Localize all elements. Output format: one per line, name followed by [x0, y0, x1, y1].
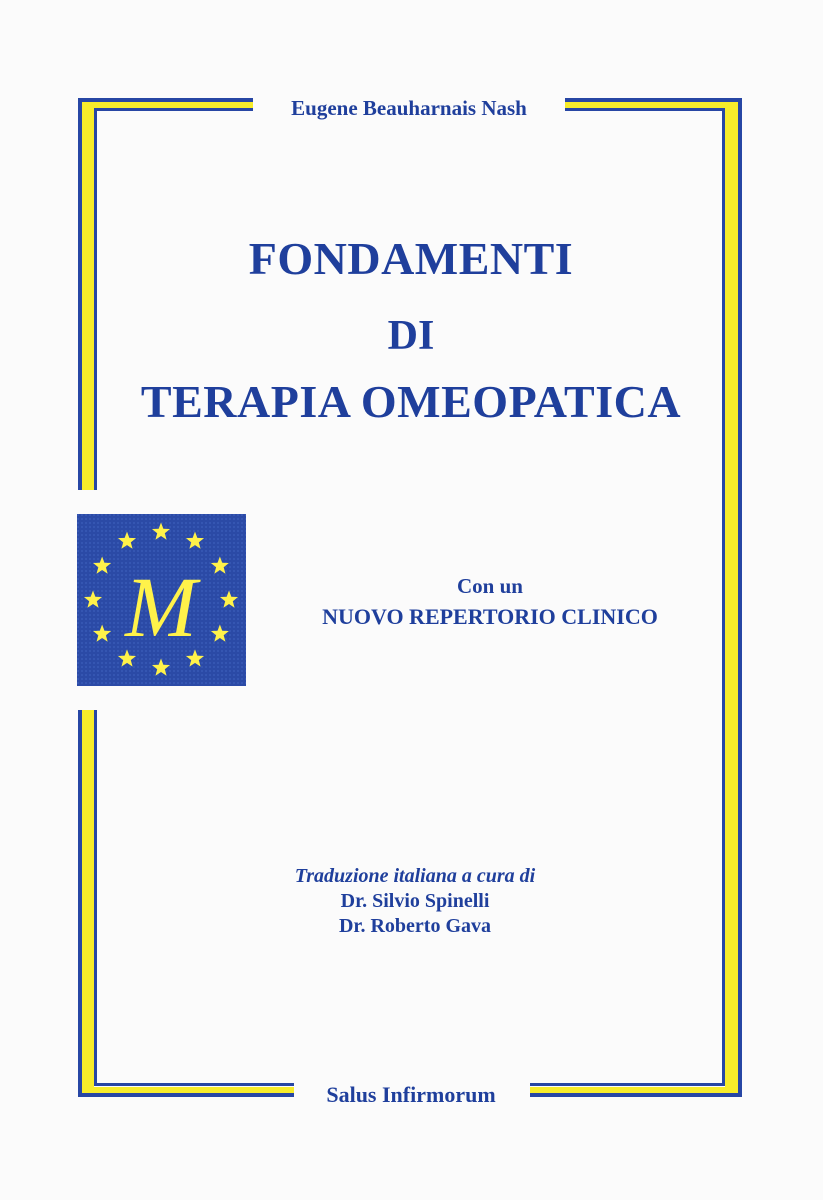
- title-line-2: DI: [387, 313, 435, 359]
- translator-1: Dr. Silvio Spinelli: [340, 890, 490, 912]
- subtitle-line-2: NUOVO REPERTORIO CLINICO: [322, 604, 658, 629]
- star-circle-emblem-icon: [77, 514, 246, 686]
- author-name: Eugene Beauharnais Nash: [291, 96, 527, 120]
- publisher-name: Salus Infirmorum: [326, 1082, 496, 1107]
- title-line-3: TERAPIA OMEOPATICA: [140, 376, 682, 427]
- emblem-letter: M: [125, 559, 197, 655]
- subtitle-line-1: Con un: [457, 574, 523, 598]
- translation-label: Traduzione italiana a cura di: [294, 865, 536, 887]
- title-line-1: FONDAMENTI: [248, 233, 574, 284]
- translator-2: Dr. Roberto Gava: [338, 915, 492, 937]
